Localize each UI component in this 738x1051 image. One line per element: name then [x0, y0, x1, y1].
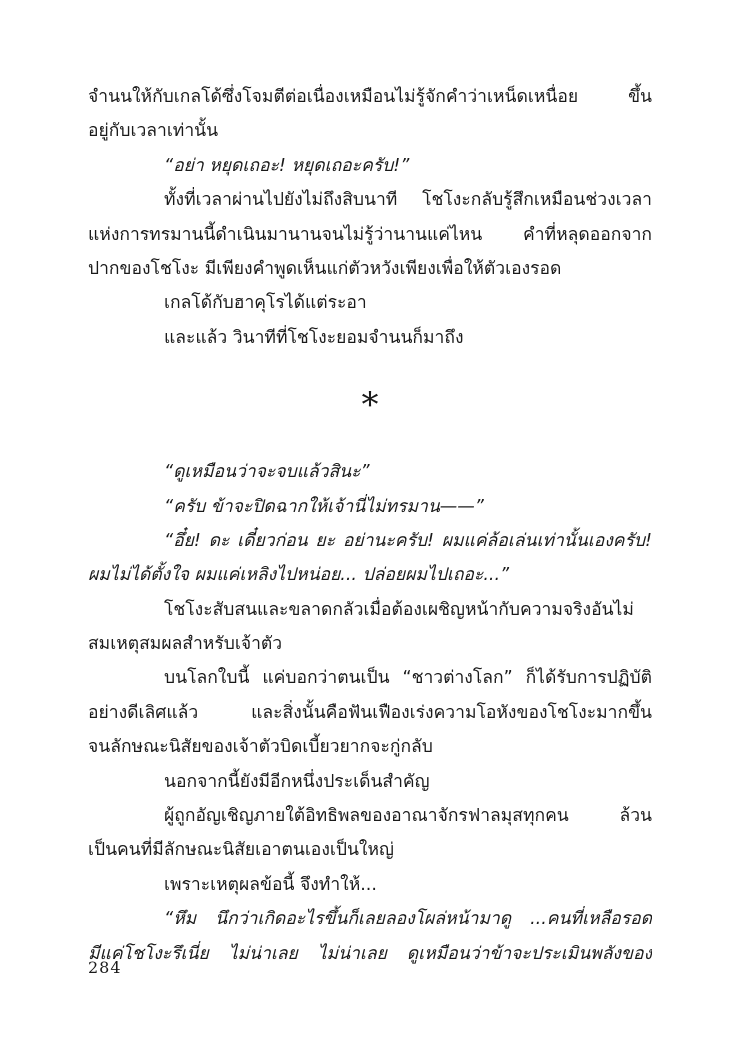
text-line: เป็นคนที่มีลักษณะนิสัยเอาตนเองเป็นใหญ่	[88, 840, 394, 861]
text-line: จนลักษณะนิสัยของเจ้าตัวบิดเบี้ยวยากจะกู่กลับ	[88, 737, 433, 758]
dialogue-line: “อย่า หยุดเถอะ! หยุดเถอะครับ!”	[164, 155, 410, 176]
text-line: นอกจากนี้ยังมีอีกหนึ่งประเด็นสำคัญ	[164, 771, 430, 792]
text-line: และแล้ว วินาทีที่โชโงะยอมจำนนก็มาถึง	[164, 327, 464, 348]
text-line: อยู่กับเวลาเท่านั้น	[88, 121, 219, 142]
text-line: จำนนให้กับเกลโด้ซึ่งโจมตีต่อเนื่องเหมือนไม่รู้จักคำว่าเหน็ดเหนื่อย ขึ้น	[88, 87, 652, 107]
text-line: ปากของโชโงะ มีเพียงคำพูดเห็นแก่ตัวหวังเพียงเพื่อให้ตัวเองรอด	[88, 258, 562, 279]
dialogue-line: “ครับ ข้าจะปิดฉากให้เจ้านี่ไม่ทรมาน——”	[164, 496, 484, 517]
text-line: เกลโด้กับฮาคุโรได้แต่ระอา	[164, 293, 367, 314]
text-line: แห่งการทรมานนี้ดำเนินมานานจนไม่รู้ว่านานแค่ไหน คำที่หลุดออกจาก	[88, 224, 652, 245]
scene-break-asterisk: *	[361, 385, 379, 426]
text-line: เพราะเหตุผลข้อนี้ จึงทำให้...	[164, 874, 377, 895]
text-line: ผู้ถูกอัญเชิญภายใต้อิทธิพลของอาณาจักรฟาลมุสทุกคน ล้วน	[164, 806, 652, 827]
dialogue-line: มีแค่โชโงะรึเนี่ย ไม่น่าเลย ไม่น่าเลย ดูเหมือนว่าข้าจะประเมินพลังของ	[88, 943, 652, 964]
body-text	[88, 80, 652, 971]
dialogue-line: “ดูเหมือนว่าจะจบแล้วสินะ”	[164, 462, 370, 483]
dialogue-line: ผมไม่ได้ตั้งใจ ผมแค่เหลิงไปหน่อย... ปล่อยผมไปเถอะ...”	[88, 565, 510, 586]
dialogue-line: “อึ๋ย! ดะ เดี๋ยวก่อน ยะ อย่านะครับ! ผมแค่ล้อเล่นเท่านั้นเองครับ!	[164, 530, 652, 551]
text-line: บนโลกใบนี้ แค่บอกว่าตนเป็น “ชาวต่างโลก” ก็ได้รับการปฏิบัติ	[164, 668, 652, 689]
text-line: สมเหตุสมผลสำหรับเจ้าตัว	[88, 634, 283, 655]
page-number: 284	[88, 958, 122, 977]
text-line: โชโงะสับสนและขลาดกลัวเมื่อต้องเผชิญหน้ากับความจริงอันไม่	[164, 599, 634, 620]
dialogue-line: “หึม นึกว่าเกิดอะไรขึ้นก็เลยลองโผล่หน้ามาดู ...คนที่เหลือรอด	[164, 909, 652, 930]
text-line: ทั้งที่เวลาผ่านไปยังไม่ถึงสิบนาที โชโงะกลับรู้สึกเหมือนช่วงเวลา	[164, 190, 652, 211]
text-line: อย่างดีเลิศแล้ว และสิ่งนั้นคือฟันเฟืองเร่งความโอหังของโชโงะมากขึ้น	[88, 702, 652, 723]
